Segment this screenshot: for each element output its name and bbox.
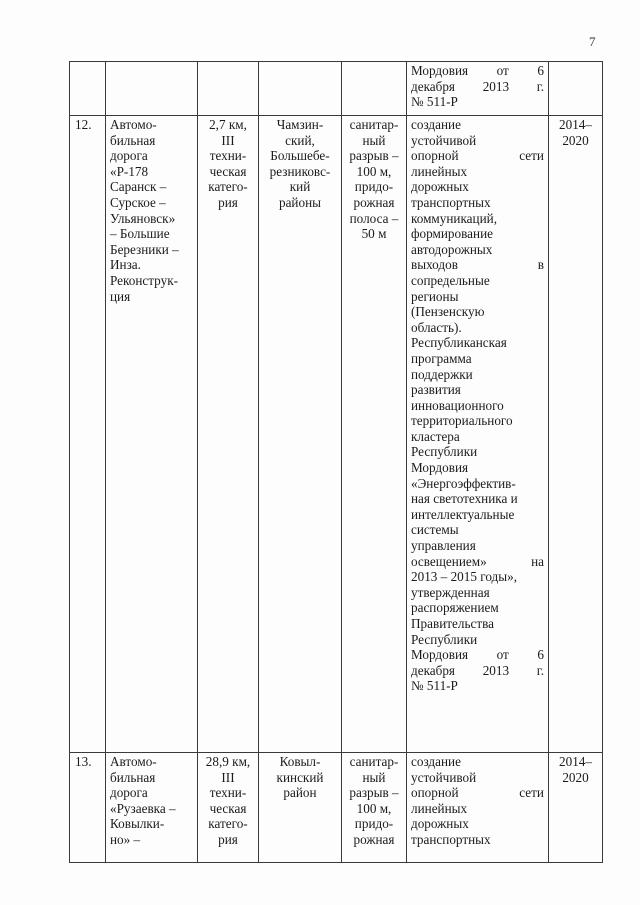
text-line (411, 507, 544, 523)
text-line: дорога (110, 785, 148, 801)
text-line: но» – (110, 831, 141, 847)
cell-goal (407, 116, 549, 753)
text-line (411, 585, 544, 601)
text-line (411, 413, 544, 429)
cell-characteristics (198, 62, 259, 116)
text-line (411, 460, 544, 476)
text-word: область). (411, 319, 462, 335)
text-word: линейных (411, 800, 468, 816)
text-line: разрыв – (349, 785, 399, 801)
text-line: бильная (110, 132, 156, 148)
text-word: г. (536, 78, 544, 94)
text-line: – Большие (110, 226, 170, 242)
text-line (411, 164, 544, 180)
text-word: г. (536, 662, 544, 678)
cell-location (259, 753, 342, 863)
text-line (411, 94, 544, 110)
text-word: опорной (411, 785, 459, 801)
cell-goal (407, 62, 549, 116)
text-word: освещением» (411, 553, 487, 569)
cell-number: 12. (70, 116, 106, 753)
text-line (411, 398, 544, 414)
text-line (411, 242, 544, 258)
cell-characteristics (198, 116, 259, 753)
cell-number: 13. (70, 753, 106, 863)
text-line (411, 195, 544, 211)
text-word: от (496, 63, 509, 78)
text-line: Ковыл- (279, 754, 321, 769)
text-line (411, 647, 544, 663)
text-line (411, 801, 544, 817)
text-line (411, 273, 544, 289)
text-line (411, 476, 544, 492)
text-line: 50 м (361, 226, 387, 242)
text-word: Правительства (411, 616, 494, 631)
text-line: Автомо- (110, 117, 157, 132)
table-row-continuation (70, 62, 603, 116)
text-word: формирование (411, 226, 493, 242)
text-line: кинский (276, 769, 324, 785)
text-word: коммуникаций, (411, 210, 498, 226)
text-word: Мордовия (411, 460, 469, 476)
text-line: «Р-178 (110, 163, 149, 179)
text-word: 2013 (482, 78, 510, 94)
text-word: 2013 (482, 662, 510, 678)
text-line: рожная (353, 194, 395, 210)
text-line: бильная (110, 769, 156, 785)
text-line: «Рузаевка – (110, 800, 176, 816)
text-word: Республики (411, 631, 478, 647)
text-line (411, 663, 544, 679)
text-line (411, 491, 544, 507)
text-line (411, 632, 544, 648)
text-line: санитар- (349, 117, 399, 132)
cell-zone (342, 62, 407, 116)
text-line: Саранск – (110, 179, 167, 195)
cell-object (106, 753, 198, 863)
text-line: дорога (110, 148, 148, 164)
text-line: Ульяновск» (110, 210, 176, 226)
text-line (411, 63, 544, 79)
text-line: районы (278, 194, 322, 210)
cell-term (549, 116, 603, 753)
text-line: Ковылки- (110, 816, 165, 832)
text-line: катего- (208, 816, 248, 832)
text-line: 28,9 км, (205, 754, 251, 769)
text-word: системы (411, 522, 459, 538)
text-line: Реконструк- (110, 272, 178, 288)
text-word: транспортных (411, 831, 491, 847)
text-word: развития (411, 382, 461, 398)
text-word: выходов (411, 257, 458, 273)
text-word: устойчивой (411, 769, 477, 785)
text-line: Чамзин- (276, 117, 324, 132)
text-word: автодорожных (411, 241, 493, 257)
text-word: «Энергоэффектив- (411, 475, 516, 491)
text-line (411, 367, 544, 383)
text-line: ческая (209, 800, 247, 816)
text-word: линейных (411, 163, 468, 179)
text-word: № 511-Р (411, 94, 458, 110)
text-word: территориального (411, 413, 513, 429)
text-line (411, 770, 544, 786)
text-word: на (531, 553, 544, 569)
text-line: санитар- (349, 754, 399, 769)
text-line (411, 785, 544, 801)
text-word: (Пензенскую (411, 304, 485, 320)
table-row (70, 753, 603, 863)
cell-zone (342, 116, 407, 753)
text-word: создание (411, 754, 461, 769)
text-line (411, 117, 544, 133)
text-line: 2,7 км, (209, 117, 247, 132)
text-line: рожная (353, 831, 395, 847)
text-word: от (496, 647, 509, 663)
text-line: катего- (208, 179, 248, 195)
text-word: дорожных (411, 816, 469, 832)
text-line: техни- (209, 148, 247, 164)
text-line (411, 554, 544, 570)
cell-location (259, 116, 342, 753)
planning-table (69, 61, 603, 863)
text-line: III (221, 132, 235, 148)
text-word: 6 (537, 63, 544, 78)
cell-object (106, 62, 198, 116)
text-word: Республики (411, 444, 478, 460)
text-line (411, 600, 544, 616)
text-line (411, 754, 544, 770)
text-line (411, 522, 544, 538)
text-word: программа (411, 350, 472, 366)
text-line: 2020 (562, 769, 589, 785)
text-line (411, 211, 544, 227)
text-line (411, 148, 544, 164)
text-line: ный (362, 769, 386, 785)
cell-zone (342, 753, 407, 863)
text-line (411, 289, 544, 305)
text-word: транспортных (411, 194, 491, 210)
text-word: дорожных (411, 179, 469, 195)
text-word: декабря (411, 78, 455, 94)
text-line: район (283, 785, 317, 801)
cell-term (549, 753, 603, 863)
text-line: Сурское – (110, 194, 166, 210)
text-word: сопредельные (411, 272, 490, 288)
text-line: ный (362, 132, 386, 148)
text-line: кий (289, 179, 311, 195)
text-line: резниковс- (269, 163, 331, 179)
text-word: утвержденная (411, 584, 490, 600)
text-word: управления (411, 538, 476, 554)
cell-goal (407, 753, 549, 863)
text-line: техни- (209, 785, 247, 801)
text-line (411, 257, 544, 273)
text-line: разрыв – (349, 148, 399, 164)
text-word: устойчивой (411, 132, 477, 148)
text-line: ческая (209, 163, 247, 179)
text-word: инновационного (411, 397, 504, 413)
text-line: 100 м, (356, 163, 392, 179)
text-line (411, 382, 544, 398)
cell-characteristics (198, 753, 259, 863)
cell-location (259, 62, 342, 116)
text-word: Мордовия (411, 63, 469, 78)
text-word: создание (411, 117, 461, 132)
text-line (411, 79, 544, 95)
page-number: 7 (589, 34, 596, 49)
text-line: Большебе- (270, 148, 330, 164)
table-row (70, 116, 603, 753)
text-word: декабря (411, 662, 455, 678)
text-line: ский, (285, 132, 315, 148)
text-line: 100 м, (356, 800, 392, 816)
text-line: полоса – (349, 210, 399, 226)
text-line (411, 538, 544, 554)
text-line: Автомо- (110, 754, 157, 769)
text-word: № 511-Р (411, 678, 458, 694)
text-line (411, 569, 544, 585)
text-line (411, 226, 544, 242)
text-line (411, 616, 544, 632)
text-line (411, 133, 544, 149)
text-word: ная светотехника и (411, 491, 518, 507)
text-line (411, 304, 544, 320)
cell-object (106, 116, 198, 753)
text-line: 2014– (559, 754, 592, 769)
text-word: Республиканская (411, 335, 507, 351)
text-word: в (537, 257, 544, 273)
text-line: рия (218, 194, 238, 210)
text-word: кластера (411, 428, 460, 444)
text-line (411, 429, 544, 445)
text-line (411, 351, 544, 367)
text-line: Березники – (110, 241, 179, 257)
text-line: рия (218, 831, 238, 847)
text-line: 2020 (562, 132, 589, 148)
text-word: поддержки (411, 366, 473, 382)
text-line: III (221, 769, 235, 785)
cell-number (70, 62, 106, 116)
text-line (411, 832, 544, 848)
text-word: интеллектуальные (411, 506, 515, 522)
text-line (411, 678, 544, 694)
text-line (411, 335, 544, 351)
text-word: 6 (537, 647, 544, 663)
cell-term (549, 62, 603, 116)
text-line (411, 444, 544, 460)
text-line: 2014– (559, 117, 592, 132)
text-line (411, 179, 544, 195)
text-line: придо- (354, 179, 394, 195)
text-line: придо- (354, 816, 394, 832)
table-body (70, 62, 603, 863)
text-word: Мордовия (411, 647, 469, 663)
text-word: регионы (411, 288, 459, 304)
text-word: 2013 – 2015 годы», (411, 569, 517, 585)
text-line: Инза. (110, 257, 141, 273)
text-word: распоряжением (411, 600, 499, 616)
text-line (411, 320, 544, 336)
text-word: сети (519, 785, 544, 801)
text-line (411, 816, 544, 832)
text-word: опорной (411, 148, 459, 164)
text-word: сети (519, 148, 544, 164)
text-line: ция (110, 288, 131, 304)
